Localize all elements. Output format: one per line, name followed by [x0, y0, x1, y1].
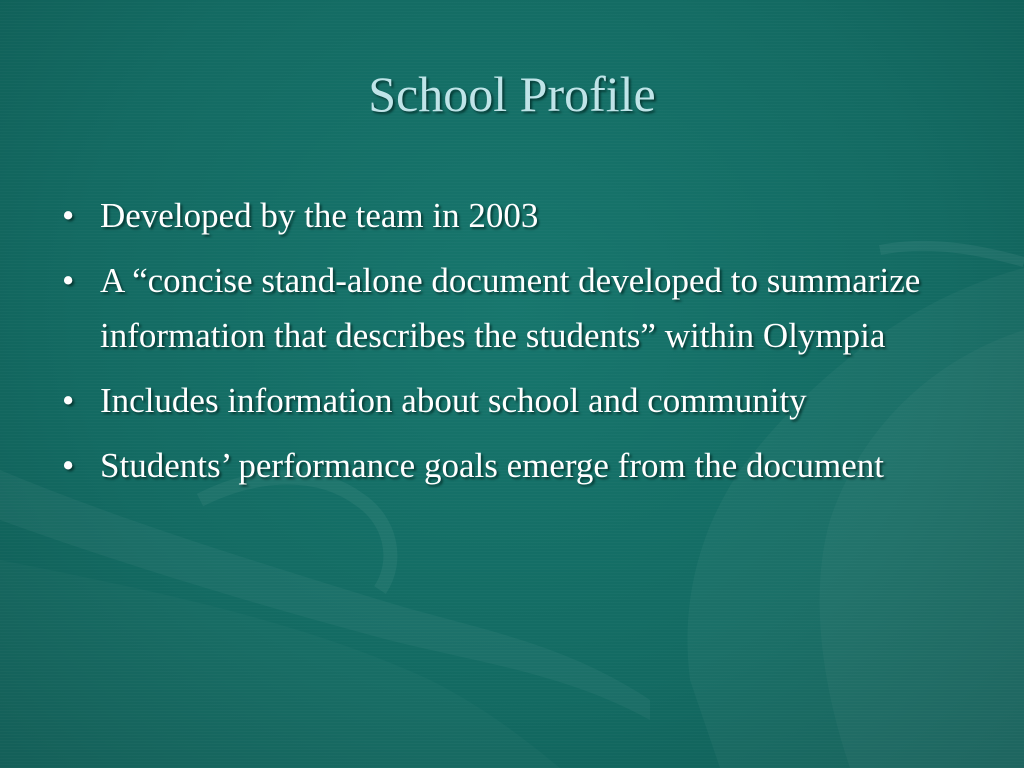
- bullet-list: [58, 188, 978, 503]
- bullet-marker: •: [62, 196, 75, 235]
- bullet-marker: •: [62, 446, 75, 485]
- bullet-marker: •: [62, 381, 75, 420]
- bullet-text: A “concise stand-alone document developed to summarize information that describes the students” within Olympia: [100, 261, 921, 355]
- bullet-marker: •: [62, 261, 75, 300]
- bullet-item: [58, 253, 978, 363]
- bullet-text: Developed by the team in 2003: [100, 196, 539, 235]
- bullet-item: [58, 438, 978, 493]
- bullet-item: [58, 373, 978, 428]
- slide-title: School Profile: [368, 66, 656, 122]
- bullet-text: Students’ performance goals emerge from the document: [100, 446, 884, 485]
- bullet-text: Includes information about school and community: [100, 381, 807, 420]
- bullet-item: [58, 188, 978, 243]
